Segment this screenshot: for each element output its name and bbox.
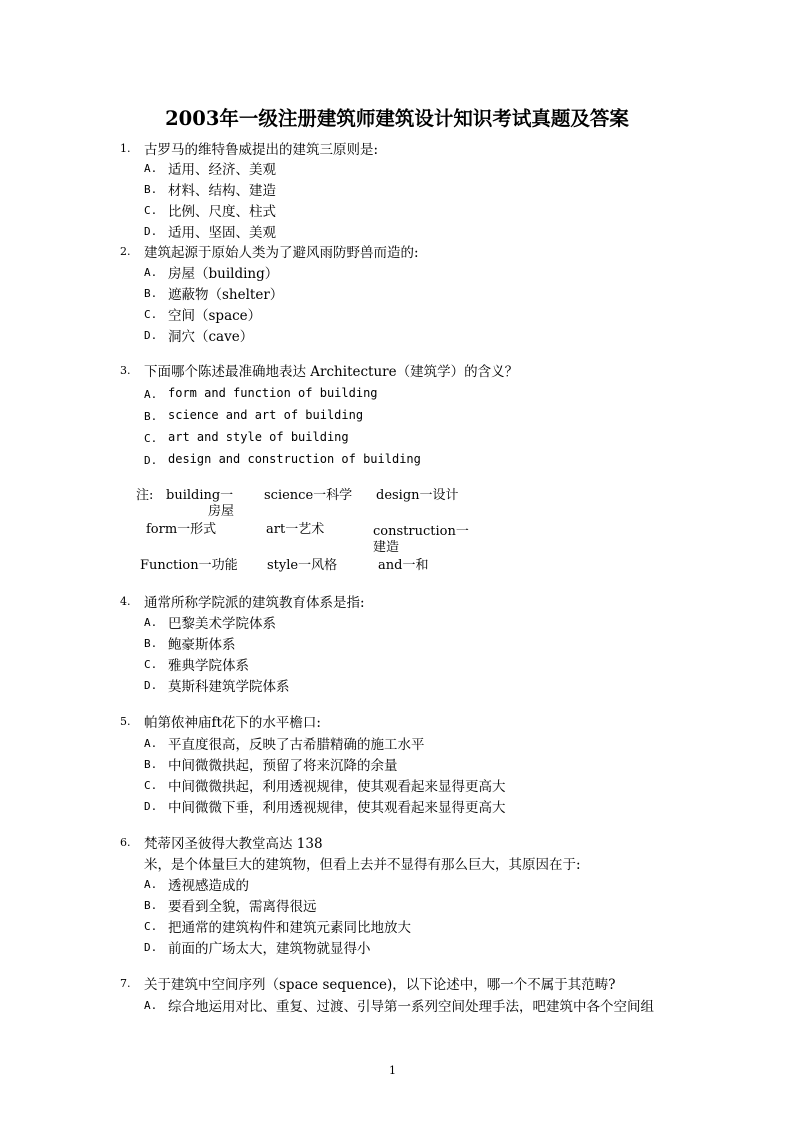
option-text: art and style of building [168, 430, 349, 444]
note-term: science一科学 [264, 488, 353, 503]
question-number: 3. [120, 364, 131, 377]
option-label: A. [144, 616, 158, 629]
option-text: 适用、坚固、美观 [168, 225, 276, 241]
option-text: form and function of building [168, 386, 378, 400]
note-term: building一 [166, 488, 234, 503]
question-text: 梵蒂冈圣彼得大教堂高达 138 [144, 836, 323, 852]
question-number: 5. [120, 715, 131, 728]
option-text: 要看到全貌，需离得很远 [168, 899, 317, 915]
question-text: 米，是个体量巨大的建筑物，但看上去并不显得有那么巨大，其原因在于: [144, 857, 581, 873]
option-label: D. [144, 329, 158, 342]
option-text: 把通常的建筑构件和建筑元素同比地放大 [168, 920, 411, 936]
note-term: design一设计 [376, 488, 459, 503]
option-label: C. [144, 432, 158, 445]
option-label: B. [144, 899, 158, 912]
question-number: 6. [120, 836, 131, 849]
option-label: A. [144, 999, 158, 1012]
option-text: 空间（space） [168, 308, 262, 324]
page-title: 2003年一级注册建筑师建筑设计知识考试真题及答案 [165, 107, 629, 130]
option-label: C. [144, 658, 158, 671]
option-text: 房屋（building） [168, 266, 279, 282]
question-text: 古罗马的维特鲁威提出的建筑三原则是: [144, 142, 379, 158]
question-text: 建筑起源于原始人类为了避风雨防野兽而造的: [144, 245, 419, 261]
note-prefix: 注: [136, 488, 154, 503]
option-text: 巴黎美术学院体系 [168, 616, 276, 632]
note-term: and一和 [378, 558, 429, 573]
option-text: science and art of building [168, 408, 364, 422]
note-term: 房屋 [208, 504, 235, 519]
option-label: A. [144, 737, 158, 750]
option-text: 莫斯科建筑学院体系 [168, 679, 290, 695]
option-label: A. [144, 388, 158, 401]
option-label: D. [144, 941, 158, 954]
option-text: 材料、结构、建造 [168, 183, 276, 199]
option-label: D. [144, 679, 158, 692]
option-label: D. [144, 454, 158, 467]
question-text: 关于建筑中空间序列（space sequence)，以下论述中，哪一个不属于其范畴? [144, 977, 616, 993]
option-label: C. [144, 308, 158, 321]
option-text: design and construction of building [168, 452, 421, 466]
option-text: 遮蔽物（shelter） [168, 287, 284, 303]
option-label: B. [144, 183, 158, 196]
question-number: 7. [120, 977, 131, 990]
option-text: 中间微微拱起，利用透视规律，使其观看起来显得更高大 [168, 779, 506, 795]
note-term: form一形式 [146, 522, 217, 537]
option-text: 平直度很高，反映了古希腊精确的施工水平 [168, 737, 425, 753]
note-term: construction一 [373, 524, 469, 539]
option-label: A. [144, 878, 158, 891]
option-label: C. [144, 920, 158, 933]
option-text: 透视感造成的 [168, 878, 249, 894]
option-text: 比例、尺度、柱式 [168, 204, 276, 220]
question-number: 4. [120, 595, 131, 608]
option-label: D. [144, 225, 158, 238]
question-text: 下面哪个陈述最准确地表达 Architecture（建筑学）的含义？ [144, 364, 519, 380]
note-term: art一艺术 [266, 522, 325, 537]
question-text: 通常所称学院派的建筑教育体系是指: [144, 595, 365, 611]
option-text: 综合地运用对比、重复、过渡、引导第一系列空间处理手法，吧建筑中各个空间组 [168, 999, 654, 1015]
option-text: 中间微微下垂，利用透视规律，使其观看起来显得更高大 [168, 800, 506, 816]
note-term: Function一功能 [140, 558, 238, 573]
question-number: 2. [120, 245, 131, 258]
option-label: C. [144, 204, 158, 217]
option-text: 鲍豪斯体系 [168, 637, 236, 653]
page-number: 1 [389, 1064, 396, 1077]
option-text: 洞穴（cave） [168, 329, 254, 345]
option-label: B. [144, 758, 158, 771]
option-text: 雅典学院体系 [168, 658, 249, 674]
option-text: 适用、经济、美观 [168, 162, 276, 178]
option-text: 中间微微拱起，预留了将来沉降的余量 [168, 758, 398, 774]
option-label: C. [144, 779, 158, 792]
option-label: B. [144, 410, 158, 423]
option-label: B. [144, 287, 158, 300]
question-number: 1. [120, 142, 131, 155]
option-label: D. [144, 800, 158, 813]
option-label: B. [144, 637, 158, 650]
note-term: 建造 [373, 540, 400, 555]
question-text: 帕第侬神庙ft花下的水平檐口: [144, 715, 321, 731]
option-label: A. [144, 266, 158, 279]
option-label: A. [144, 162, 158, 175]
note-term: style一风格 [267, 558, 338, 573]
option-text: 前面的广场太大，建筑物就显得小 [168, 941, 371, 957]
